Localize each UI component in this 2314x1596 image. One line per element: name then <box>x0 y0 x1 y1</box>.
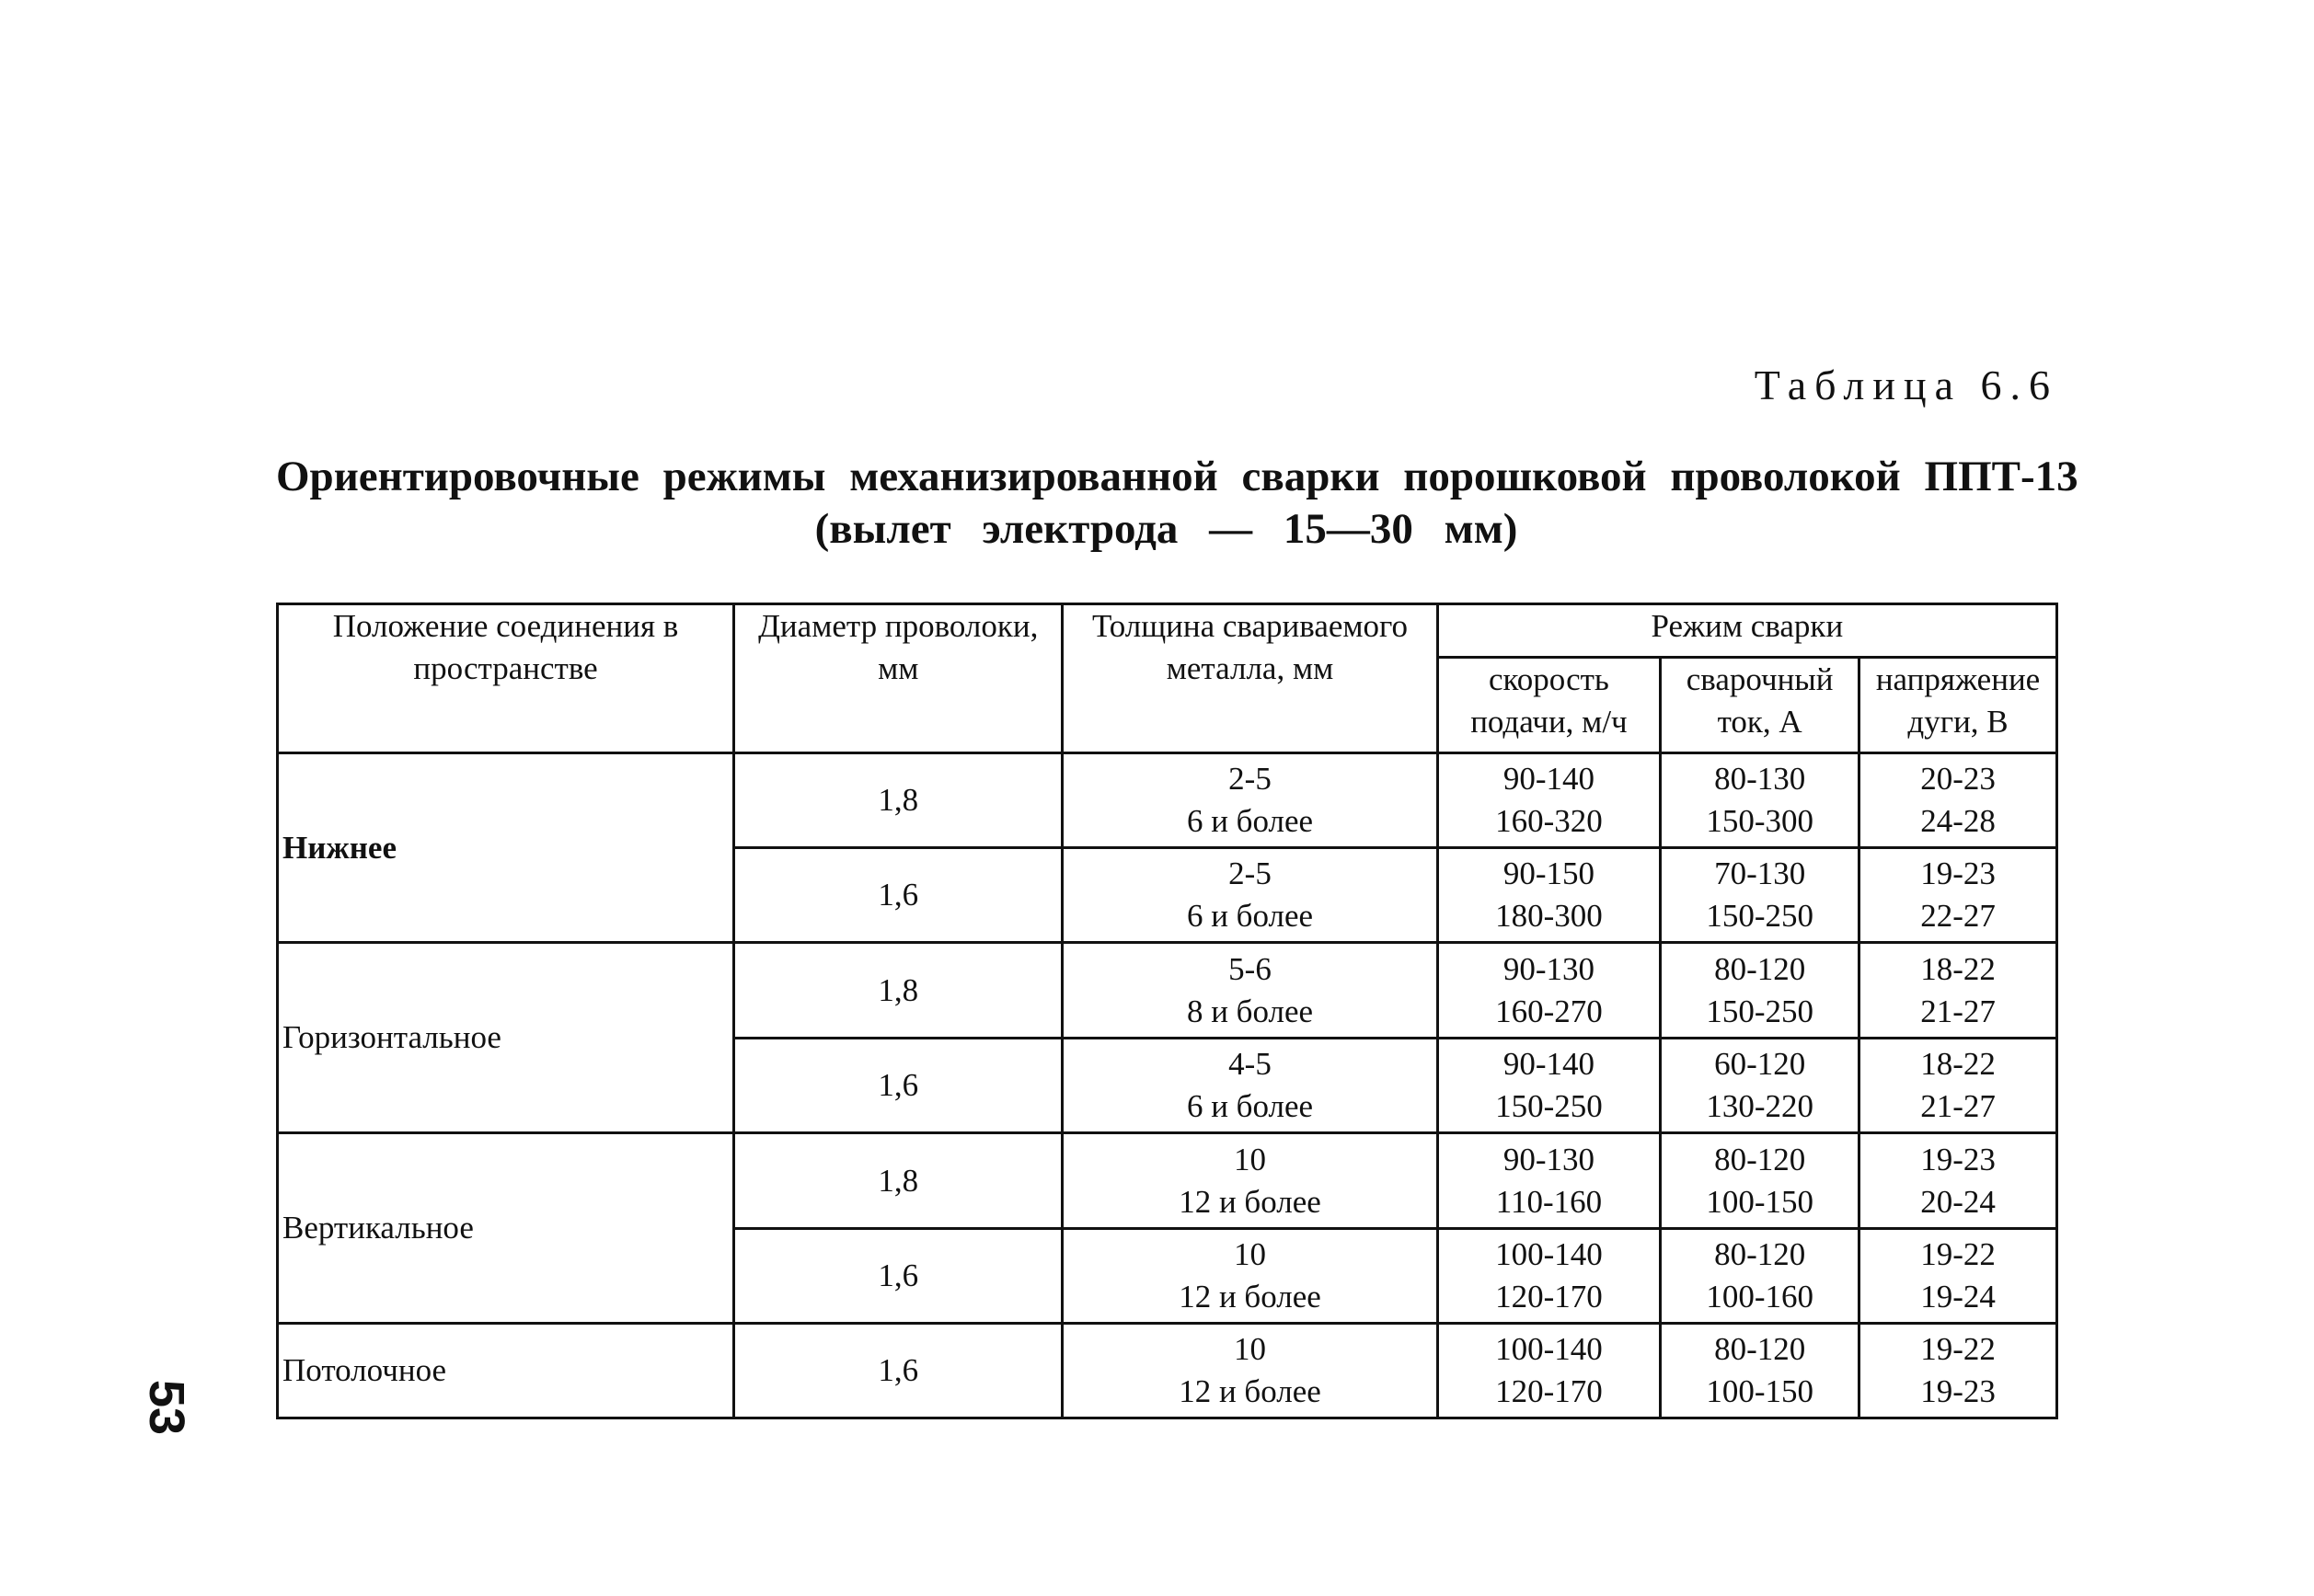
voltage-cell <box>1859 1229 2057 1324</box>
thickness-value: 12 и более <box>1179 1373 1321 1409</box>
diameter-cell: 1,8 <box>734 753 1063 848</box>
diameter-cell: 1,6 <box>734 848 1063 943</box>
speed-value: 90-150 <box>1502 855 1594 891</box>
current-cell <box>1661 1133 1859 1229</box>
current-cell <box>1661 1324 1859 1418</box>
table-title-line-2: (вылет электрода — 15—30 мм) <box>814 505 1518 553</box>
thickness-value: 12 и более <box>1179 1183 1321 1220</box>
speed-value: 160-270 <box>1495 993 1603 1029</box>
header-thickness: Толщина свариваемого металла, мм <box>1063 604 1437 753</box>
diameter-cell: 1,6 <box>734 1039 1063 1133</box>
current-value: 150-300 <box>1706 803 1813 839</box>
voltage-value: 19-23 <box>1920 1373 1996 1409</box>
current-value: 130-220 <box>1706 1088 1813 1124</box>
thickness-value: 2-5 <box>1228 761 1272 797</box>
speed-value: 150-250 <box>1495 1088 1603 1124</box>
speed-cell <box>1437 943 1661 1039</box>
diameter-cell: 1,6 <box>734 1229 1063 1324</box>
current-value: 80-130 <box>1714 761 1806 797</box>
voltage-cell <box>1859 943 2057 1039</box>
thickness-value: 10 <box>1234 1236 1266 1272</box>
current-cell <box>1661 848 1859 943</box>
speed-value: 90-130 <box>1502 950 1594 987</box>
speed-cell <box>1437 1229 1661 1324</box>
voltage-value: 20-24 <box>1920 1183 1996 1220</box>
thickness-cell <box>1063 753 1437 848</box>
current-value: 80-120 <box>1714 1331 1806 1367</box>
current-value: 100-150 <box>1706 1183 1813 1220</box>
thickness-cell <box>1063 1133 1437 1229</box>
voltage-cell <box>1859 753 2057 848</box>
voltage-cell <box>1859 1039 2057 1133</box>
speed-cell <box>1437 1324 1661 1418</box>
position-cell: Вертикальное <box>278 1133 734 1324</box>
voltage-value: 24-28 <box>1920 803 1996 839</box>
current-value: 150-250 <box>1706 993 1813 1029</box>
diameter-cell: 1,6 <box>734 1324 1063 1418</box>
current-cell <box>1661 943 1859 1039</box>
current-value: 100-150 <box>1706 1373 1813 1409</box>
speed-value: 120-170 <box>1495 1279 1603 1315</box>
thickness-cell <box>1063 1039 1437 1133</box>
header-mode: Режим сварки <box>1437 604 2056 658</box>
voltage-value: 18-22 <box>1920 1046 1996 1082</box>
thickness-value: 8 и более <box>1186 993 1314 1029</box>
thickness-value: 10 <box>1234 1141 1266 1177</box>
thickness-value: 5-6 <box>1228 950 1272 987</box>
position-cell: Потолочное <box>278 1324 734 1418</box>
voltage-value: 21-27 <box>1920 1088 1996 1124</box>
voltage-value: 18-22 <box>1920 950 1996 987</box>
diameter-cell: 1,8 <box>734 1133 1063 1229</box>
voltage-value: 22-27 <box>1920 898 1996 934</box>
header-current: сварочный ток, А <box>1661 658 1859 753</box>
voltage-cell <box>1859 1324 2057 1418</box>
speed-value: 120-170 <box>1495 1373 1603 1409</box>
position-cell: Нижнее <box>278 753 734 943</box>
voltage-value: 20-23 <box>1920 761 1996 797</box>
current-value: 80-120 <box>1714 1141 1806 1177</box>
voltage-value: 19-23 <box>1920 1141 1996 1177</box>
speed-value: 90-140 <box>1502 761 1594 797</box>
welding-modes-table <box>276 603 2058 1419</box>
speed-value: 100-140 <box>1495 1236 1603 1272</box>
speed-cell <box>1437 1133 1661 1229</box>
speed-value: 90-140 <box>1502 1046 1594 1082</box>
diameter-cell: 1,8 <box>734 943 1063 1039</box>
voltage-value: 19-23 <box>1920 855 1996 891</box>
speed-value: 90-130 <box>1502 1141 1594 1177</box>
header-diameter: Диаметр проволоки, мм <box>734 604 1063 753</box>
speed-value: 180-300 <box>1495 898 1603 934</box>
voltage-value: 19-22 <box>1920 1236 1996 1272</box>
thickness-value: 6 и более <box>1186 803 1314 839</box>
current-value: 70-130 <box>1714 855 1806 891</box>
header-voltage: напряжение дуги, В <box>1859 658 2057 753</box>
thickness-value: 6 и более <box>1186 898 1314 934</box>
thickness-cell <box>1063 848 1437 943</box>
current-value: 80-120 <box>1714 950 1806 987</box>
current-cell <box>1661 1039 1859 1133</box>
speed-cell <box>1437 1039 1661 1133</box>
header-position: Положение соединения в пространстве <box>278 604 734 753</box>
speed-cell <box>1437 753 1661 848</box>
speed-cell <box>1437 848 1661 943</box>
thickness-value: 10 <box>1234 1331 1266 1367</box>
current-value: 60-120 <box>1714 1046 1806 1082</box>
thickness-value: 2-5 <box>1228 855 1272 891</box>
current-value: 100-160 <box>1706 1279 1813 1315</box>
current-cell <box>1661 753 1859 848</box>
header-speed: скорость подачи, м/ч <box>1437 658 1661 753</box>
current-value: 150-250 <box>1706 898 1813 934</box>
thickness-value: 4-5 <box>1228 1046 1272 1082</box>
thickness-cell <box>1063 943 1437 1039</box>
current-cell <box>1661 1229 1859 1324</box>
speed-value: 100-140 <box>1495 1331 1603 1367</box>
current-value: 80-120 <box>1714 1236 1806 1272</box>
thickness-cell <box>1063 1229 1437 1324</box>
voltage-cell <box>1859 1133 2057 1229</box>
table-label: Таблица 6.6 <box>1754 362 2058 408</box>
speed-value: 110-160 <box>1495 1183 1603 1220</box>
thickness-cell <box>1063 1324 1437 1418</box>
table-title-line-1: Ориентировочные режимы механизированной сварки порошковой проволокой ППТ-13 <box>276 453 2078 500</box>
thickness-value: 6 и более <box>1186 1088 1314 1124</box>
voltage-cell <box>1859 848 2057 943</box>
voltage-value: 21-27 <box>1920 993 1996 1029</box>
thickness-value: 12 и более <box>1179 1279 1321 1315</box>
page-number: 53 <box>139 1380 194 1436</box>
position-cell: Горизонтальное <box>278 943 734 1133</box>
voltage-value: 19-22 <box>1920 1331 1996 1367</box>
speed-value: 160-320 <box>1495 803 1603 839</box>
table-title <box>276 451 2078 556</box>
voltage-value: 19-24 <box>1920 1279 1996 1315</box>
